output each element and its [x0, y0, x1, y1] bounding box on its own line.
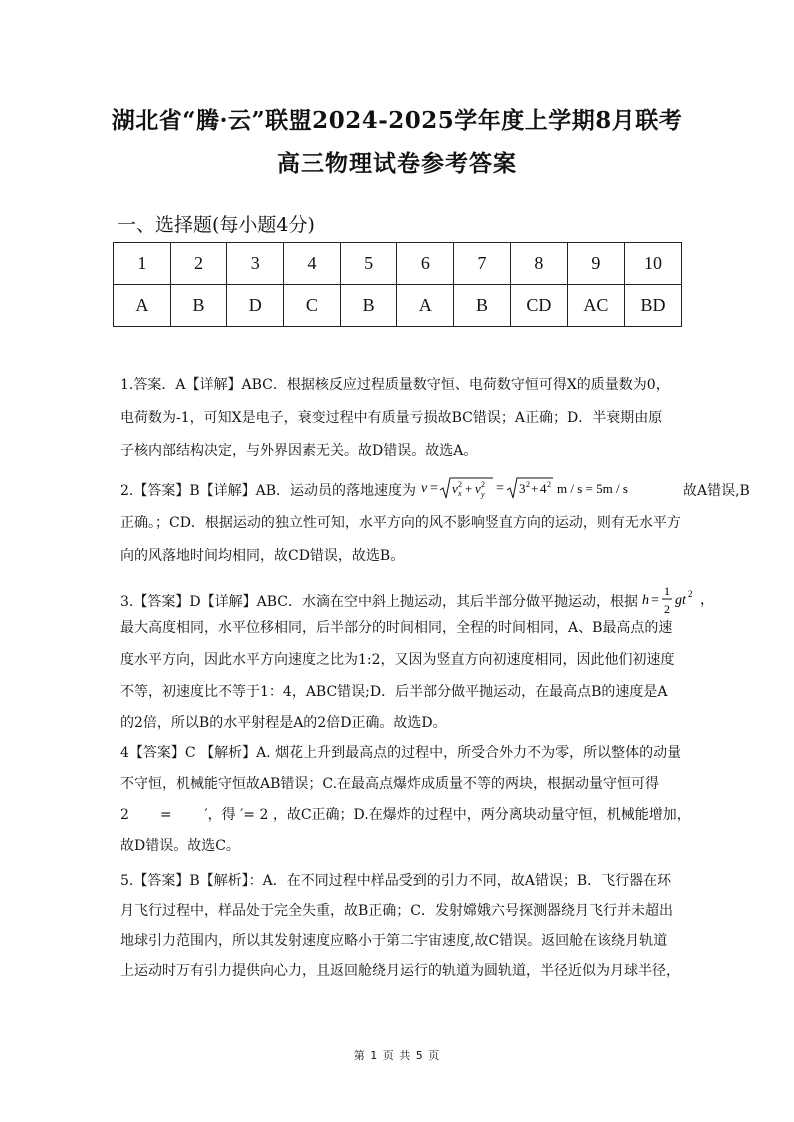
q4-line: 故D错误。故选C。: [120, 838, 240, 854]
svg-text:2: 2: [480, 480, 485, 489]
svg-text:2: 2: [688, 589, 693, 599]
table-cell: AC: [567, 285, 624, 327]
table-cell: 3: [227, 243, 284, 285]
svg-text:2: 2: [664, 602, 671, 616]
q5-line: 地球引力范围内，所以其发射速度应略小于第二宇宙速度,故C错误。返回舱在该绕月轨道: [120, 933, 668, 949]
q1-line: 1.答案．A【详解】ABC．根据核反应过程质量数守恒、电荷数守恒可得X的质量数为0，: [120, 377, 670, 393]
table-cell: D: [227, 285, 284, 327]
answer-table-number-row: [114, 243, 682, 285]
table-cell: 6: [397, 243, 454, 285]
svg-text:v: v: [474, 481, 481, 496]
svg-text:=: =: [429, 481, 438, 496]
table-cell: 1: [114, 243, 171, 285]
q2-text: 故A错误,B: [682, 483, 750, 499]
svg-text:3: 3: [518, 481, 525, 496]
table-cell: 9: [567, 243, 624, 285]
page-footer: 第 1 页 共 5 页: [353, 1049, 441, 1062]
velocity-formula-graphic: [421, 476, 679, 502]
svg-text:2: 2: [525, 480, 530, 489]
table-cell: 7: [454, 243, 511, 285]
q5-line: 5.【答案】B【解析】：A．在不同过程中样品受到的引力不同，故A错误；B．飞行器在环: [120, 873, 672, 889]
svg-text:1: 1: [664, 584, 671, 598]
table-cell: 10: [624, 243, 681, 285]
q4-line: [120, 807, 691, 823]
svg-text:=: =: [495, 481, 504, 496]
table-cell: B: [454, 285, 511, 327]
svg-text:+: +: [530, 481, 538, 496]
height-formula-graphic: [642, 583, 718, 617]
table-cell: 5: [340, 243, 397, 285]
answer-table-answer-row: [114, 285, 682, 327]
q5-line: 上运动时万有引力提供向心力，且返回舱绕月运行的轨道为圆轨道，半径近似为月球半径，: [120, 963, 680, 979]
svg-text:h: h: [642, 593, 650, 608]
table-cell: BD: [624, 285, 681, 327]
svg-text:y: y: [480, 490, 485, 499]
section-heading-choice: 一、选择题(每小题4分): [117, 214, 315, 236]
svg-text:v: v: [420, 481, 427, 496]
q5-line: 月飞行过程中，样品处于完全失重，故B正确；C．发射嫦娥六号探测器绕月飞行并未超出: [120, 903, 673, 919]
svg-text:+: +: [464, 481, 472, 496]
q2-line: 向的风落地时间均相同，故CD错误，故选B。: [120, 548, 405, 564]
svg-text:4: 4: [539, 481, 546, 496]
q2-line: 正确。；CD．根据运动的独立性可知，水平方向的风不影响竖直方向的运动，则有无水平方: [120, 515, 681, 531]
svg-text:x: x: [457, 489, 462, 498]
q3-line: 的2倍，所以B的水平射程是A的2倍D正确。故选D。: [120, 715, 447, 731]
q4-fragment: 2: [120, 807, 129, 823]
table-cell: B: [340, 285, 397, 327]
q4-line: 不守恒，机械能守恒故AB错误；C.在最高点爆炸成质量不等的两块，根据动量守恒可得: [120, 776, 660, 792]
document-subtitle: 高三物理试卷参考答案: [277, 150, 517, 177]
table-cell: C: [284, 285, 341, 327]
svg-text:=: =: [651, 593, 660, 608]
table-cell: 4: [284, 243, 341, 285]
q3-line: 不等，初速度比不等于1：4，ABC错误;D．后半部分做平抛运动，在最高点B的速度是A: [120, 684, 668, 700]
q3-text: 3.【答案】D【详解】ABC．水滴在空中斜上抛运动，其后半部分做平抛运动，根据: [120, 594, 638, 610]
q3-line: 最大高度相同，水平位移相同，后半部分的时间相同，全程的时间相同，A、B最高点的速: [120, 620, 673, 636]
svg-text:v: v: [451, 481, 458, 496]
q2-line: [120, 476, 750, 506]
q4-line: 4【答案】C 【解析】A. 烟花上升到最高点的过程中，所受合外力不为零，所以整体的动量: [120, 745, 682, 761]
svg-text:gt: gt: [675, 593, 687, 608]
q1-line: 电荷数为-1，可知X是电子，衰变过程中有质量亏损故BC错误；A正确；D．半衰期由原: [120, 410, 663, 426]
table-cell: 2: [170, 243, 227, 285]
q2-text: 2.【答案】B【详解】AB．运动员的落地速度为: [120, 483, 417, 499]
table-cell: CD: [510, 285, 567, 327]
svg-text:m / s = 5m / s: m / s = 5m / s: [556, 481, 628, 496]
velocity-formula: [421, 476, 679, 506]
document-title: 湖北省“腾·云”联盟2024-2025学年度上学期8月联考: [111, 107, 683, 134]
table-cell: 8: [510, 243, 567, 285]
q4-fragment: ′，得 ′= 2 ，故C正确；D.在爆炸的过程中，两分离块动量守恒，机械能增加，: [204, 807, 691, 823]
svg-text:2: 2: [546, 480, 551, 489]
table-cell: B: [170, 285, 227, 327]
q4-fragment: =: [159, 807, 172, 823]
svg-text:，: ，: [700, 593, 715, 608]
q3-line: [120, 583, 718, 621]
table-cell: A: [397, 285, 454, 327]
q1-line: 子核内部结构决定，与外界因素无关。故D错误。故选A。: [120, 443, 478, 459]
q3-line: 度水平方向，因此水平方向速度之比为1:2，又因为竖直方向初速度相同，因此他们初速度: [120, 652, 675, 668]
table-cell: A: [114, 285, 171, 327]
height-formula: [642, 583, 718, 621]
svg-text:2: 2: [457, 480, 462, 489]
answer-table: [113, 242, 682, 327]
